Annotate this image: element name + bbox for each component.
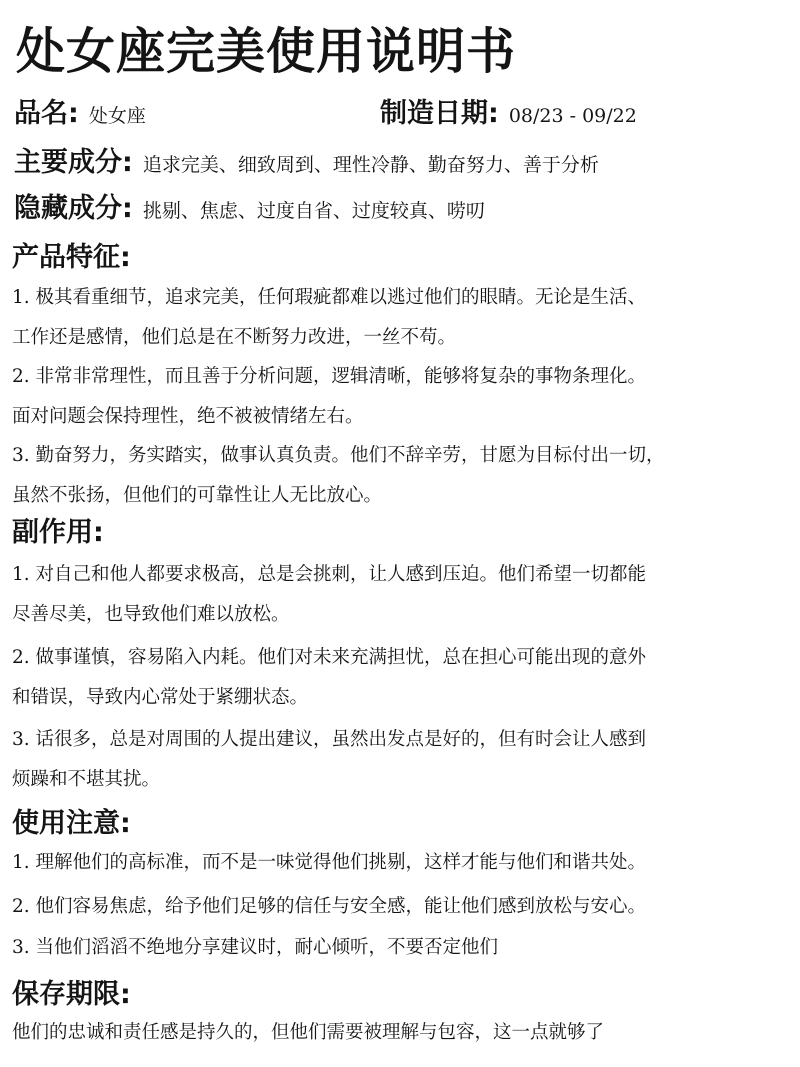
feature-item-line: 1. 极其看重细节，追求完美，任何瑕疵都难以逃过他们的眼睛。无论是生活、 bbox=[12, 287, 647, 308]
feature-item-line: 3. 勤奋努力，务实踏实，做事认真负责。他们不辞辛劳，甘愿为目标付出一切， bbox=[12, 445, 665, 466]
page-title: 处女座完美使用说明书 bbox=[16, 23, 517, 80]
hidden-ingredients-value: 挑剔、焦虑、过度自省、过度较真、唠叨 bbox=[142, 200, 485, 222]
side-effect-item bbox=[12, 720, 790, 800]
shelf-life-line: 他们的忠诚和责任感是持久的，但他们需要被理解与包容，这一点就够了 bbox=[12, 1022, 605, 1043]
usage-note-item bbox=[12, 887, 790, 927]
product-name-row bbox=[14, 94, 146, 137]
side-effects-heading: 副作用: bbox=[12, 517, 104, 548]
feature-item-line: 工作还是感情，他们总是在不断努力改进，一丝不苟。 bbox=[12, 327, 457, 348]
hidden-ingredients-row bbox=[14, 189, 485, 232]
feature-item-line: 虽然不张扬，但他们的可靠性让人无比放心。 bbox=[12, 485, 383, 506]
usage-note-item bbox=[12, 843, 790, 883]
side-effect-item-line: 和错误，导致内心常处于紧绷状态。 bbox=[12, 687, 309, 708]
side-effect-item-line: 烦躁和不堪其扰。 bbox=[12, 769, 161, 790]
main-ingredients-label: 主要成分: bbox=[14, 147, 133, 178]
side-effect-item-line: 3. 话很多，总是对周围的人提出建议，虽然出发点是好的，但有时会让人感到 bbox=[12, 729, 647, 750]
feature-item bbox=[12, 436, 790, 516]
usage-note-line: 1. 理解他们的高标准，而不是一味觉得他们挑剔，这样才能与他们和谐共处。 bbox=[12, 852, 647, 873]
usage-note-item bbox=[12, 928, 790, 968]
manufacture-date-row bbox=[380, 94, 637, 137]
side-effect-item bbox=[12, 638, 790, 718]
feature-item-line: 面对问题会保持理性，绝不被被情绪左右。 bbox=[12, 406, 364, 427]
side-effect-item-line: 1. 对自己和他人都要求极高，总是会挑刺，让人感到压迫。他们希望一切都能 bbox=[12, 564, 647, 585]
usage-note-line: 2. 他们容易焦虑，给予他们足够的信任与安全感，能让他们感到放松与安心。 bbox=[12, 896, 647, 917]
manufacture-date-value: 08/23 - 09/22 bbox=[508, 105, 637, 127]
side-effect-item-line: 尽善尽美，也导致他们难以放松。 bbox=[12, 604, 290, 625]
feature-item bbox=[12, 278, 790, 358]
manufacture-date-label: 制造日期: bbox=[380, 98, 499, 129]
hidden-ingredients-label: 隐藏成分: bbox=[14, 193, 133, 224]
main-ingredients-row bbox=[14, 143, 599, 186]
feature-item-line: 2. 非常非常理性，而且善于分析问题，逻辑清晰，能够将复杂的事物条理化。 bbox=[12, 366, 647, 387]
features-heading: 产品特征: bbox=[12, 242, 131, 273]
usage-notes-heading: 使用注意: bbox=[12, 808, 131, 839]
product-name-label: 品名: bbox=[14, 98, 79, 129]
main-ingredients-value: 追求完美、细致周到、理性冷静、勤奋努力、善于分析 bbox=[142, 154, 599, 176]
shelf-life-text bbox=[12, 1013, 790, 1053]
side-effect-item bbox=[12, 555, 790, 635]
feature-item bbox=[12, 357, 790, 437]
side-effect-item-line: 2. 做事谨慎，容易陷入内耗。他们对未来充满担忧，总在担心可能出现的意外 bbox=[12, 647, 647, 668]
usage-note-line: 3. 当他们滔滔不绝地分享建议时，耐心倾听，不要否定他们 bbox=[12, 937, 499, 958]
product-name-value: 处女座 bbox=[88, 105, 146, 127]
shelf-life-heading: 保存期限: bbox=[12, 979, 131, 1010]
